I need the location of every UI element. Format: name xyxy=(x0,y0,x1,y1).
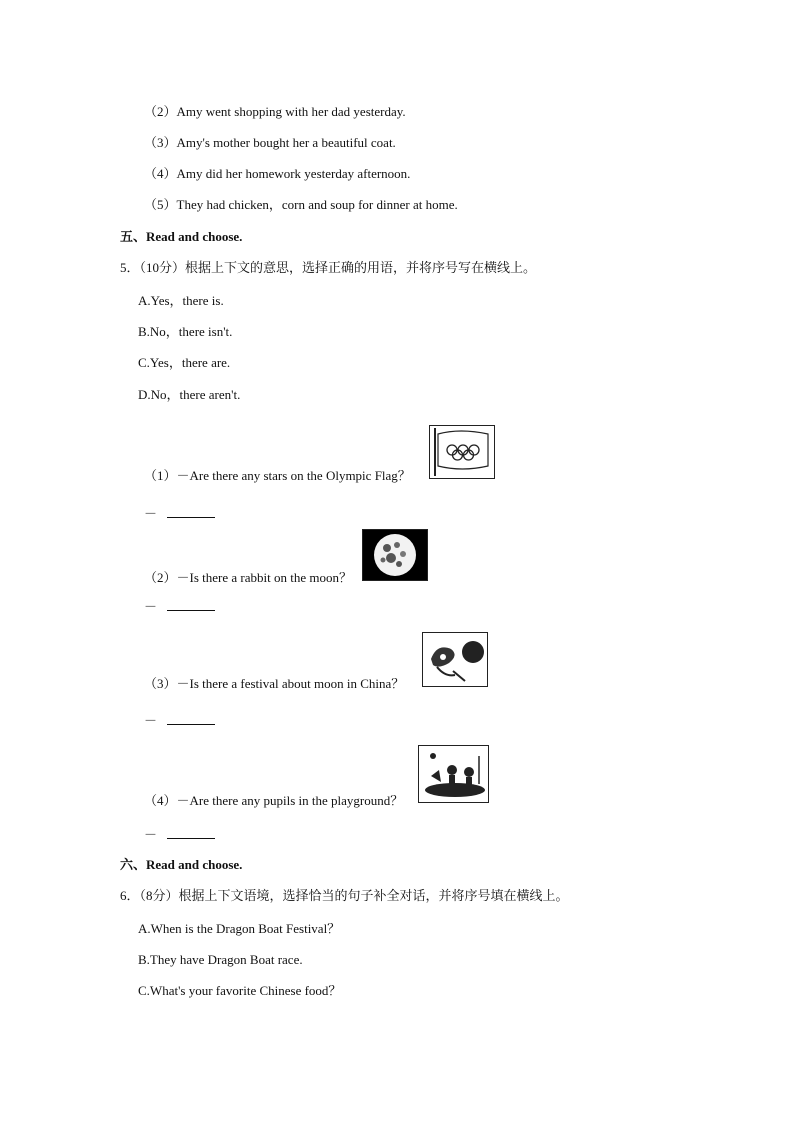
section4-item-4: （4）Amy did her homework yesterday afternoon. xyxy=(144,166,411,181)
answer-blank[interactable] xyxy=(167,505,215,518)
section5-item-2-answer: － xyxy=(144,598,215,616)
section4-item-2: （2）Amy went shopping with her dad yesterday. xyxy=(144,104,406,119)
mooncake-festival-icon xyxy=(422,632,488,687)
section5-option-b: B.No，there isn't. xyxy=(138,324,233,339)
playground-pupils-icon xyxy=(418,745,489,803)
section6-heading: 六、Read and choose. xyxy=(120,857,243,872)
section4-item-5: （5）They had chicken，corn and soup for dinner at home. xyxy=(144,197,458,212)
moon-icon xyxy=(362,529,428,581)
section5-item-1-question: （1）－Are there any stars on the Olympic Flag？ xyxy=(144,468,411,483)
section6-option-b: B.They have Dragon Boat race. xyxy=(138,952,303,967)
section4-item-3: （3）Amy's mother bought her a beautiful coat. xyxy=(144,135,396,150)
section5-item-3-question: （3）－Is there a festival about moon in China？ xyxy=(144,676,405,691)
section5-option-a: A.Yes，there is. xyxy=(138,293,224,308)
section5-item-3-answer: － xyxy=(144,712,215,730)
section6-option-c: C.What's your favorite Chinese food？ xyxy=(138,983,342,998)
section5-item-4-question: （4）－Are there any pupils in the playground？ xyxy=(144,793,404,808)
section6-option-a: A.When is the Dragon Boat Festival？ xyxy=(138,921,341,936)
answer-blank[interactable] xyxy=(167,826,215,839)
answer-blank[interactable] xyxy=(167,598,215,611)
section5-option-d: D.No，there aren't. xyxy=(138,387,241,402)
answer-blank[interactable] xyxy=(167,712,215,725)
section6-question: 6．（8分）根据上下文语境，选择恰当的句子补全对话，并将序号填在横线上。 xyxy=(120,888,569,903)
section5-item-2-question: （2）－Is there a rabbit on the moon？ xyxy=(144,570,352,585)
section5-item-1-answer: － xyxy=(144,505,215,523)
section5-item-4-answer: － xyxy=(144,826,215,844)
section5-option-c: C.Yes，there are. xyxy=(138,355,231,370)
section5-heading: 五、Read and choose. xyxy=(120,229,243,244)
olympic-flag-icon xyxy=(429,425,495,479)
section5-question: 5．（10分）根据上下文的意思，选择正确的用语，并将序号写在横线上。 xyxy=(120,260,537,275)
